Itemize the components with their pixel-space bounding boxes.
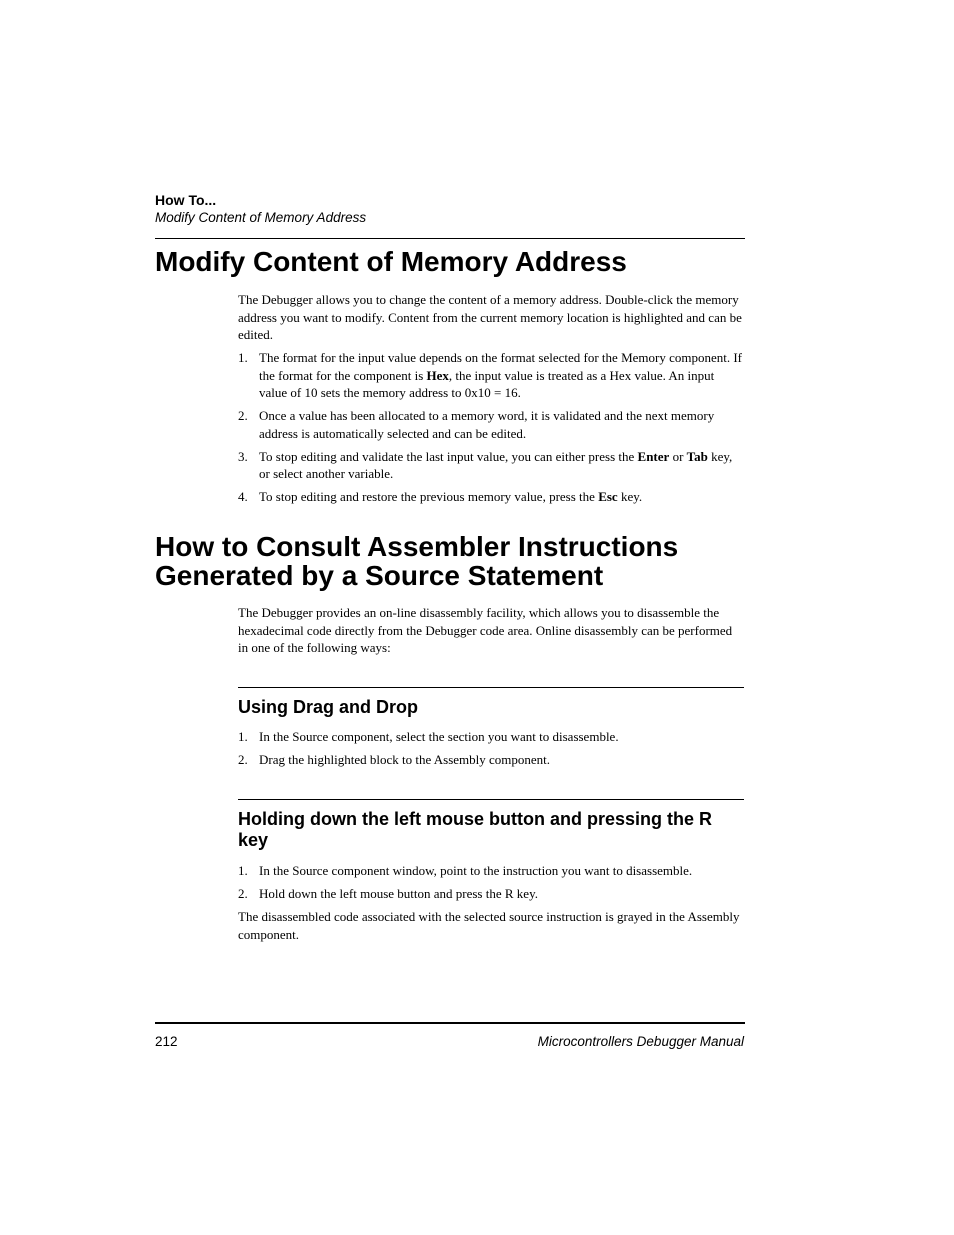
step-number: 2. (238, 752, 248, 767)
list-item: 4. To stop editing and restore the previous memory value, press the Esc key. (238, 489, 643, 504)
step-number: 1. (238, 350, 248, 365)
list-item: 2. Once a value has been allocated to a memory word, it is validated and the next memory address is automatically selected and can be edited. (238, 408, 715, 441)
list-item: 1. In the Source component window, point to the instruction you want to disassemble. (238, 863, 693, 878)
esc-key: Esc (598, 489, 618, 504)
step-number: 1. (238, 863, 248, 878)
modify-heading: Modify Content of Memory Address (155, 246, 627, 277)
running-head (155, 191, 366, 227)
step-number: 3. (238, 448, 248, 464)
step-number: 4. (238, 489, 248, 504)
page-number: 212 (155, 1034, 178, 1049)
modify-intro: The Debugger allows you to change the content of a memory address. Double-click the memory address you want to modify. Content from the current memory location is highlighted and can be edited. (238, 292, 742, 342)
consult-intro: The Debugger provides an on-line disassembly facility, which allows you to disassemble the hexadecimal code directly from the Debugger code area. Online disassembly can be performed in one of the following ways: (238, 605, 733, 655)
running-head-title: Modify Content of Memory Address (155, 210, 367, 225)
mouse-r-rule (238, 799, 744, 800)
list-item: 2. Hold down the left mouse button and press the R key. (238, 886, 538, 901)
list-item: 2. Drag the highlighted block to the Assembly component. (238, 752, 551, 767)
manual-title: Microcontrollers Debugger Manual (537, 1034, 744, 1049)
mouse-r-heading: Holding down the left mouse button and pressing the R key (238, 809, 712, 850)
step-number: 2. (238, 408, 248, 423)
header-rule (155, 238, 745, 239)
step-number: 1. (238, 729, 248, 744)
drag-drop-heading: Using Drag and Drop (238, 697, 419, 717)
footer-rule (155, 1022, 745, 1024)
modify-steps (238, 349, 744, 511)
drag-drop-steps (238, 728, 744, 774)
list-item: 1. The format for the input value depends on the format selected for the Memory component. If the format for the component is Hex, the input value is treated as a Hex value. An input value of 10 sets the memory address to 0x10 = 16. (238, 350, 743, 400)
running-head-section: How To... (155, 192, 217, 208)
tab-key: Tab (686, 448, 708, 464)
mouse-r-steps (238, 862, 744, 908)
mouse-r-note: The disassembled code associated with the selected source instruction is grayed in the Assembly component. (238, 909, 740, 942)
hex-keyword: Hex (426, 367, 449, 383)
consult-heading: How to Consult Assembler Instructions Generated by a Source Statement (155, 531, 679, 591)
list-item: 1. In the Source component, select the section you want to disassemble. (238, 729, 619, 744)
enter-key: Enter (637, 448, 670, 464)
step-number: 2. (238, 886, 248, 901)
list-item: 3. To stop editing and validate the last input value, you can either press the Enter or Tab key, or select another variable. (238, 448, 733, 481)
drag-drop-rule (238, 687, 744, 688)
